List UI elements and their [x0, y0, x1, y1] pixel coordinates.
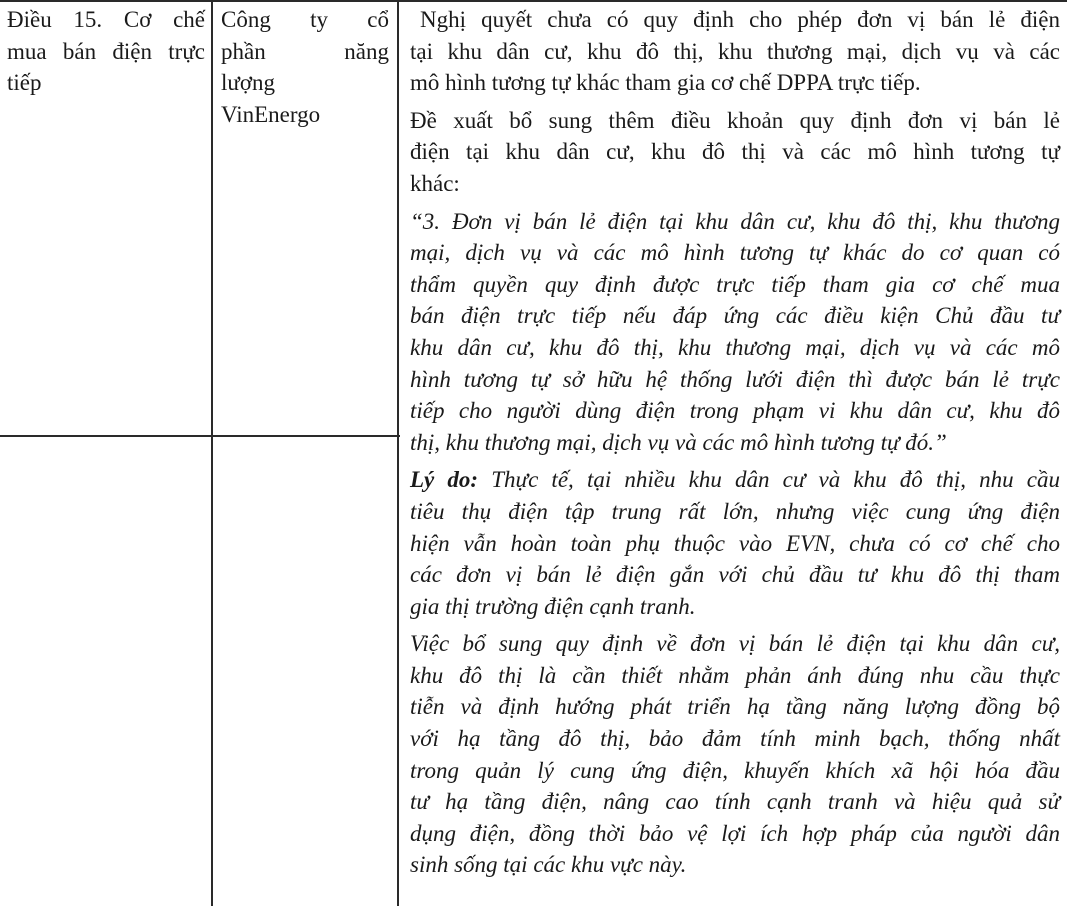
- organization-line: VinEnergo: [221, 101, 321, 127]
- text-line: với hạ tầng đô thị, bảo đảm tính minh bạch, thống nhất: [410, 726, 1060, 752]
- article-line: tiếp: [7, 70, 42, 96]
- text-line: mô hình tương tự khác tham gia cơ chế DPPA trực tiếp.: [410, 70, 921, 96]
- text-line: Việc bổ sung quy định về đơn vị bán lẻ điện tại khu dân cư,: [410, 631, 1060, 657]
- comment-paragraph-2: [410, 105, 1060, 200]
- text-line: “3. Đơn vị bán lẻ điện tại khu dân cư, khu đô thị, khu thương: [410, 208, 1060, 234]
- table-top-border: [0, 0, 1067, 2]
- organization-line: phần năng: [221, 38, 389, 64]
- text-line: bán điện trực tiếp nếu đáp ứng các điều kiện Chủ đầu tư: [410, 303, 1060, 329]
- text-line: sinh sống tại các khu vực này.: [410, 852, 687, 878]
- article-cell: [7, 4, 205, 99]
- organization-cell: [221, 4, 389, 130]
- comment-paragraph-1: [410, 4, 1060, 99]
- text-line: tại khu dân cư, khu đô thị, khu thương mại, dịch vụ và các: [410, 38, 1060, 64]
- text-line: các đơn vị bán lẻ điện gắn với chủ đầu tư khu đô thị tham: [410, 562, 1060, 588]
- text-line: thẩm quyền quy định được trực tiếp tham gia cơ chế mua: [410, 271, 1060, 297]
- organization-line: Công ty cổ: [221, 7, 389, 32]
- text-line: tiêu thụ điện tập trung rất lớn, nhưng việc cung ứng điện: [410, 498, 1060, 524]
- article-line: mua bán điện trực: [7, 38, 205, 64]
- reason-first-line: Thực tế, tại nhiều khu dân cư và khu đô thị, nhu cầu: [478, 467, 1060, 493]
- article-line: Điều 15. Cơ chế: [7, 7, 205, 32]
- text-line: [410, 464, 1060, 496]
- column-divider-1: [211, 0, 213, 906]
- text-line: dụng điện, đồng thời bảo vệ lợi ích hợp pháp của người dân: [410, 820, 1060, 846]
- text-line: điện tại khu dân cư, khu đô thị và các mô hình tương tự: [410, 139, 1060, 165]
- comment-cell: [410, 4, 1060, 887]
- proposed-clause: [410, 206, 1060, 459]
- text-line: tiễn và định hướng phát triển hạ tầng năng lượng đồng bộ: [410, 694, 1060, 720]
- text-line: khu đô thị là cần thiết nhằm phản ánh đúng nhu cầu thực: [410, 662, 1060, 688]
- text-line: Đề xuất bổ sung thêm điều khoản quy định đơn vị bán lẻ: [410, 107, 1060, 133]
- text-line: khu dân cư, khu đô thị, khu thương mại, dịch vụ và các mô: [410, 334, 1060, 360]
- text-line: thị, khu thương mại, dịch vụ và các mô hình tương tự đó.”: [410, 429, 947, 455]
- text-line: khác:: [410, 170, 460, 196]
- text-line: hiện vẫn hoàn toàn phụ thuộc vào EVN, chưa có cơ chế cho: [410, 530, 1060, 556]
- text-line: Nghị quyết chưa có quy định cho phép đơn vị bán lẻ điện: [420, 7, 1060, 32]
- text-line: trong quản lý cung ứng điện, khuyến khích xã hội hóa đầu: [410, 757, 1060, 783]
- text-line: tiếp cho người dùng điện trong phạm vi khu dân cư, khu đô: [410, 398, 1060, 424]
- organization-line: lượng: [221, 70, 276, 96]
- reason-label: Lý do:: [410, 467, 479, 493]
- text-line: mại, dịch vụ và các mô hình tương tự khác do cơ quan có: [410, 240, 1060, 266]
- reason-paragraph: [410, 464, 1060, 622]
- justification-paragraph: [410, 628, 1060, 881]
- text-line: gia thị trường điện cạnh tranh.: [410, 593, 696, 619]
- text-line: tư hạ tầng điện, nâng cao tính cạnh tranh và hiệu quả sử: [410, 789, 1060, 815]
- column-divider-2: [397, 0, 399, 906]
- row-divider: [0, 435, 400, 437]
- text-line: hình tương tự sở hữu hệ thống lưới điện thì được bán lẻ trực: [410, 366, 1060, 392]
